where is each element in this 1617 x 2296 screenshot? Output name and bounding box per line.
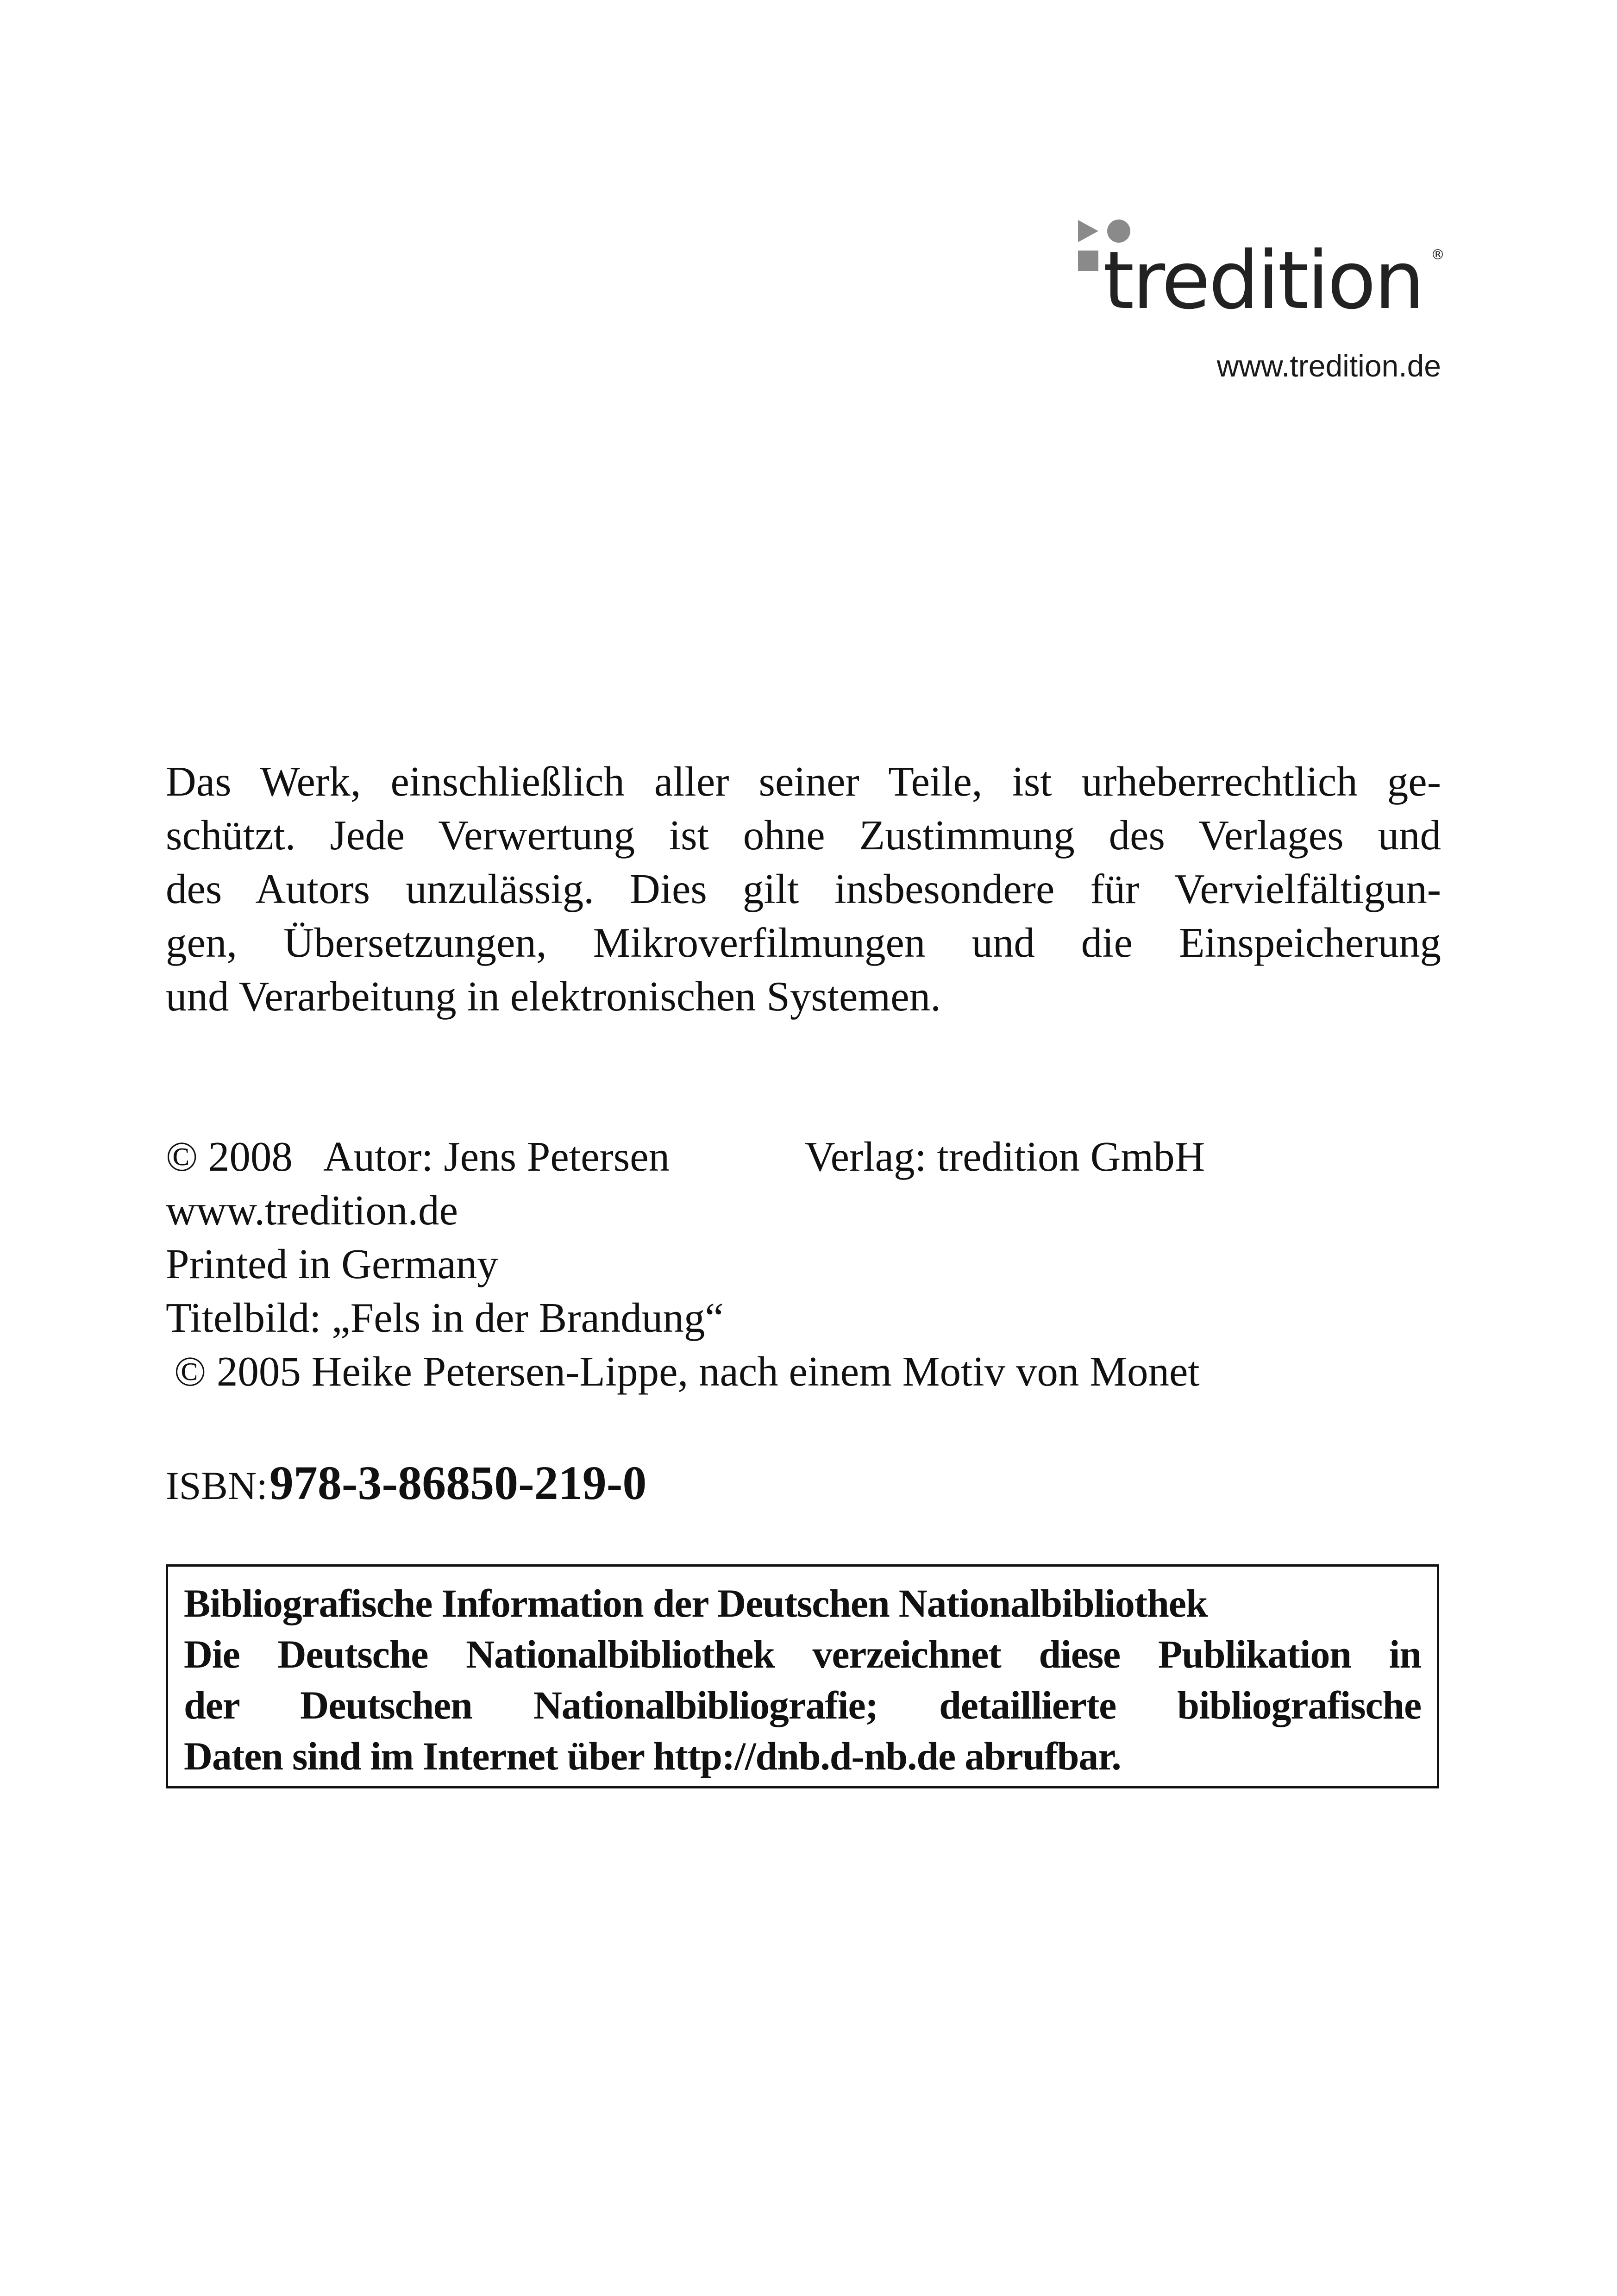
- publisher-website-header[interactable]: www.tredition.de: [1216, 349, 1441, 383]
- rights-line-1: Das Werk, einschließlich aller seiner Teile, ist urheberrechtlich ge-: [166, 758, 1441, 805]
- logo-wordmark: tredition: [1103, 234, 1423, 322]
- logo-square-icon: [1078, 251, 1098, 271]
- publisher-credit: Verlag: tredition GmbH: [805, 1133, 1205, 1180]
- cover-title: Titelbild: „Fels in der Brandung“: [166, 1294, 724, 1341]
- author-credit: Autor: Jens Petersen: [323, 1133, 670, 1180]
- isbn-number: 978-3-86850-219-0: [269, 1456, 647, 1510]
- rights-line-2: schützt. Jede Verwertung ist ohne Zustimmung des Verlages und: [166, 812, 1441, 859]
- credits-block: [166, 1130, 1444, 1399]
- publisher-logo: [1074, 211, 1445, 322]
- dnb-line-2: Die Deutsche Nationalbibliothek verzeichnet diese Publikation in: [184, 1632, 1421, 1676]
- copyright-year: © 2008: [166, 1133, 293, 1180]
- tredition-logo-mark: [1074, 211, 1445, 322]
- registered-mark: ®: [1431, 247, 1445, 263]
- printed-in: Printed in Germany: [166, 1241, 498, 1287]
- credits-row-main: [166, 1130, 1444, 1184]
- credits-website[interactable]: www.tredition.de: [166, 1187, 458, 1234]
- rights-line-4: gen, Übersetzungen, Mikroverfilmungen und die Einspeicherung: [166, 919, 1441, 966]
- dnb-line-1: Bibliografische Information der Deutschen Nationalbibliothek: [184, 1581, 1208, 1625]
- isbn-label: ISBN:: [166, 1463, 268, 1508]
- logo-triangle-icon: [1078, 220, 1098, 242]
- cover-copyright: © 2005 Heike Petersen-Lippe, nach einem Motiv von Monet: [174, 1348, 1200, 1395]
- dnb-line-4: Daten sind im Internet über http://dnb.d-nb.de abrufbar.: [184, 1734, 1121, 1778]
- isbn-line: [166, 1453, 646, 1527]
- dnb-line-3: der Deutschen Nationalbibliografie; detaillierte bibliografische: [184, 1683, 1421, 1727]
- rights-line-3: des Autors unzulässig. Dies gilt insbesondere für Vervielfältigun-: [166, 866, 1441, 912]
- dnb-notice-box: [166, 1564, 1439, 1788]
- rights-line-5: und Verarbeitung in elektronischen Systemen.: [166, 973, 941, 1020]
- rights-notice: [166, 755, 1441, 1023]
